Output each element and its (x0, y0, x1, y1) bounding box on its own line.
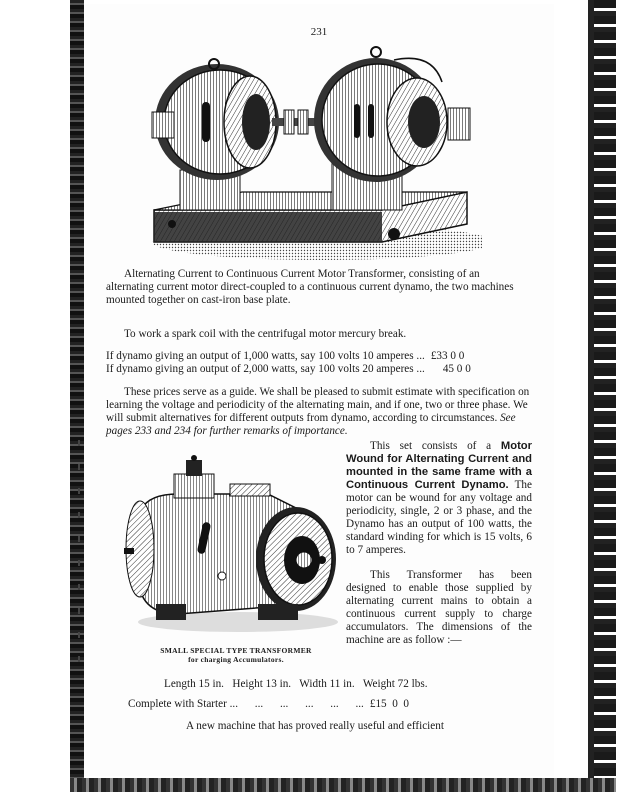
intro-paragraph (106, 268, 526, 307)
price-row-description: If dynamo giving an output of 1,000 watts, say 100 volts 10 amperes ... (106, 350, 425, 362)
intro-text: Alternating Current to Continuous Current Motor Transformer, consisting of an alternating current motor direct-coupled to a continuous current dynamo, the two machines mounted together on cast-iron base plate. (106, 268, 514, 306)
price-list (106, 350, 530, 376)
set-description-lead: This set consists of a (370, 440, 492, 452)
spark-coil-note (124, 328, 524, 341)
starter-amount: £15 0 0 (369, 698, 410, 710)
price-row-amount: £33 0 0 (430, 350, 465, 362)
right-column-description (346, 440, 532, 647)
guide-text: These prices serve as a guide. We shall be pleased to submit estimate with specification on learning the voltage and periodicity of the alternating main, and if one, two or three phase. We will submit alternatives for different outputs from dynamo, according to circumstances. (106, 386, 530, 424)
price-row (106, 350, 530, 363)
starter-description: Complete with Starter ... ... ... ... ... ... (128, 698, 364, 710)
set-description-rest: The motor can be wound for any voltage and periodicity, single, 2 or 3 phase, and the Dynamo has an output of 100 watts, the standard winding for which is 15 volts, 6 to 7 amperes. (346, 479, 532, 556)
caption-subtitle: for charging Accumulators. (188, 655, 284, 664)
set-description-bold: Motor Wound for Alternating Current and mounted in the same frame with a Continuous Current Dynamo. (346, 440, 532, 491)
set-description (346, 440, 532, 557)
scan-margin-marks (78, 440, 82, 680)
price-row-description: If dynamo giving an output of 2,000 watts, say 100 volts 20 amperes ... (106, 363, 425, 375)
spark-coil-text: To work a spark coil with the centrifugal motor mercury break. (124, 328, 407, 340)
dimensions-text: Length 15 in. Height 13 in. Width 11 in. Weight 72 lbs. (164, 678, 428, 690)
guide-page-reference: See pages 233 and 234 for further remarks of importance. (106, 412, 516, 437)
scan-edge-right (594, 0, 616, 790)
document-page (84, 4, 554, 776)
transformer-purpose: This Transformer has been designed to enable those supplied by alternating current mains to obtain a continuous current supply to charge accumulators. The dimensions of the machine are as follow :— (346, 569, 532, 646)
closing-text: A new machine that has proved really useful and efficient (186, 720, 444, 732)
machine-dimensions (164, 678, 524, 691)
starter-price-row (128, 698, 532, 711)
guide-text-block (106, 386, 530, 438)
price-row (106, 363, 530, 376)
scan-edge-bottom (70, 778, 616, 792)
page-number: 231 (310, 26, 328, 38)
motor-transformer-illustration (132, 42, 482, 264)
caption-title: SMALL SPECIAL TYPE TRANSFORMER (160, 646, 312, 655)
small-transformer-illustration (118, 454, 348, 639)
illustration-caption (136, 646, 336, 664)
closing-line (186, 720, 526, 733)
price-row-amount: 45 0 0 (442, 363, 471, 375)
guide-paragraph (106, 386, 530, 438)
